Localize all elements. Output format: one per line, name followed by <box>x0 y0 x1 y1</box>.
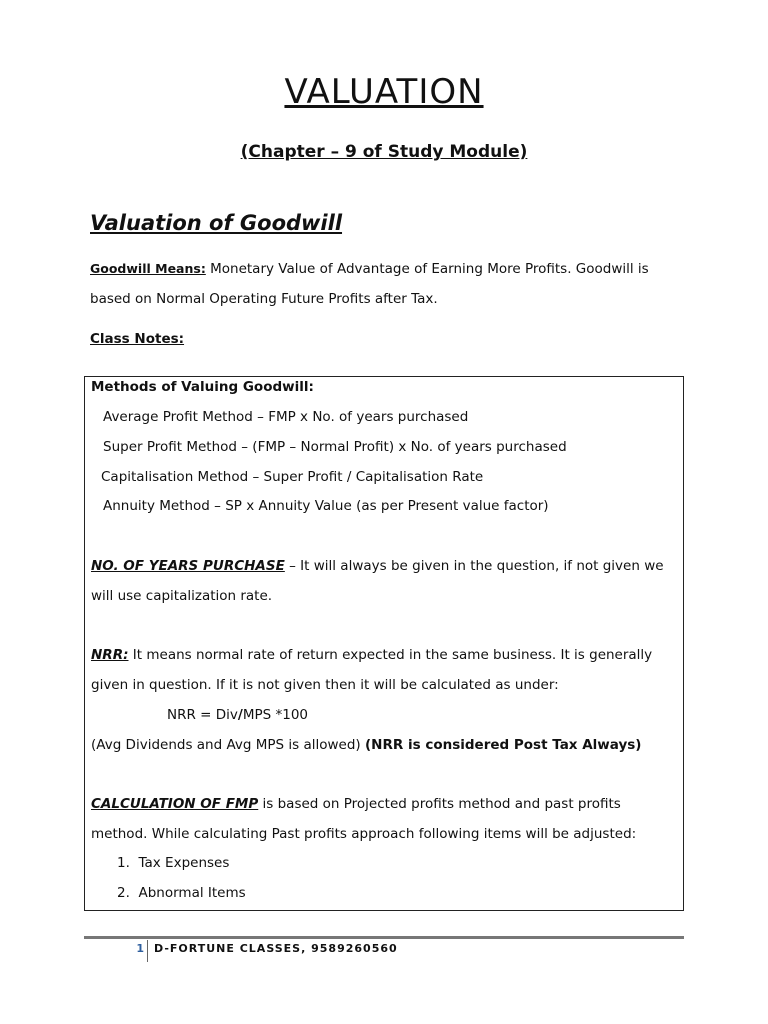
list-item-number: 2. <box>117 885 130 901</box>
method-average-profit: Average Profit Method – FMP x No. of years purchased <box>103 409 469 425</box>
years-purchase-text: – It will always be given in the question, if not given we will use capitalization rate. <box>91 558 664 604</box>
footer-text: D-FORTUNE CLASSES, 9589260560 <box>154 942 398 955</box>
nrr-label: NRR: <box>91 647 129 663</box>
goodwill-definition <box>90 254 690 314</box>
fmp-text: is based on Projected profits method and past profits method. While calculating Past profits approach following items will be adjusted: <box>91 796 637 842</box>
methods-heading: Methods of Valuing Goodwill: <box>91 379 314 395</box>
nrr-formula-pre: NRR = Div <box>167 707 238 723</box>
page-title: VALUATION <box>284 72 484 112</box>
list-item-text: Abnormal Items <box>138 885 246 901</box>
goodwill-label: Goodwill Means: <box>90 261 206 276</box>
years-purchase-label: NO. OF YEARS PURCHASE <box>91 558 285 574</box>
list-item-text: Tax Expenses <box>138 855 230 871</box>
section-heading: Valuation of Goodwill <box>90 211 343 235</box>
fmp-para <box>91 789 681 849</box>
method-capitalisation: Capitalisation Method – Super Profit / Capitalisation Rate <box>101 469 484 485</box>
nrr-text: It means normal rate of return expected in the same business. It is generally given in question. If it is not given then it will be calculated as under: <box>91 647 653 693</box>
fmp-label: CALCULATION OF FMP <box>91 796 259 812</box>
nrr-formula-post: MPS *100 <box>242 707 308 723</box>
page-subtitle: (Chapter – 9 of Study Module) <box>240 142 528 162</box>
list-item <box>117 853 229 873</box>
goodwill-text: Monetary Value of Advantage of Earning More Profits. Goodwill is based on Normal Operating Future Profits after Tax. <box>90 261 649 307</box>
nrr-formula <box>167 705 308 725</box>
footer-separator <box>147 940 148 962</box>
notes-box <box>84 376 684 911</box>
list-item-number: 1. <box>117 855 130 871</box>
nrr-note <box>91 735 641 755</box>
footer-page-number: 1 <box>136 942 144 955</box>
class-notes-heading: Class Notes: <box>90 331 185 347</box>
list-item <box>117 883 246 903</box>
nrr-para <box>91 640 681 700</box>
years-purchase-para <box>91 551 681 611</box>
nrr-note-plain: (Avg Dividends and Avg MPS is allowed) <box>91 737 365 753</box>
nrr-formula-slash: / <box>237 707 243 723</box>
footer-divider <box>84 936 684 939</box>
method-annuity: Annuity Method – SP x Annuity Value (as per Present value factor) <box>103 498 549 514</box>
nrr-note-bold: (NRR is considered Post Tax Always) <box>365 737 642 753</box>
method-super-profit: Super Profit Method – (FMP – Normal Profit) x No. of years purchased <box>103 439 567 455</box>
